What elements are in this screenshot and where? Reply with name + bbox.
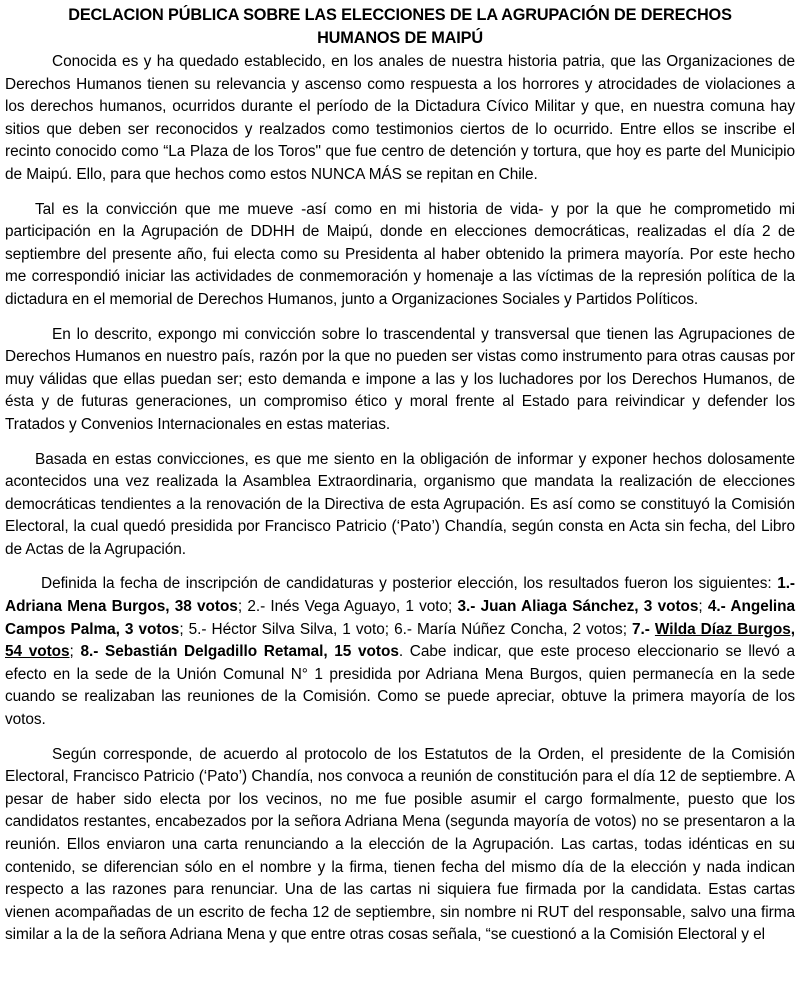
- paragraph-2: Tal es la convicción que me mueve -así como en mi historia de vida- y por la que he comprometido mi participación en la Agrupación de DDHH de Maipú, donde en elecciones democráticas, realizadas el día 2 de septiembre del presente año, fui electa como su Presidenta al haber obtenido la primera mayoría. Por este hecho me correspondió iniciar las actividades de conmemoración y homenaje a las víctimas de la represión política de la dictadura en el memorial de Derechos Humanos, junto a Organizaciones Sociales y Partidos Políticos.: [5, 200, 795, 308]
- result-separator-1: ; 2.- Inés Vega Aguayo, 1 voto;: [237, 598, 458, 616]
- result-candidate-1: 1.- Adriana Mena Burgos, 38 votos: [5, 575, 795, 616]
- paragraph-5-election-results: [5, 573, 795, 731]
- page-title: DECLACION PÚBLICA SOBRE LAS ELECCIONES DE LA AGRUPACIÓN DE DERECHOS HUMANOS DE MAIPÚ: [68, 6, 732, 47]
- result-separator-2: ;: [698, 598, 708, 616]
- result-separator-4: ;: [69, 643, 81, 661]
- result-candidate-4: 4.- Angelina Campos Palma, 3 votos: [5, 598, 796, 638]
- result-candidate-8: 8.- Sebastián Delgadillo Retamal, 15 votos: [80, 643, 399, 661]
- result-candidate-7: Wilda Díaz Burgos, 54 votos: [5, 620, 795, 661]
- paragraph-1: Conocida es y ha quedado establecido, en los anales de nuestra historia patria, que las Organizaciones de Derechos Humanos tienen su relevancia y ascenso como respuesta a los horrores y atrocidades de violaciones a los derechos humanos, ocurridos durante el período de la Dictadura Cívico Militar y que, en nuestra comuna hay sitios que deben ser reconocidos y realzados como testimonios ciertos de lo ocurrido. Entre ellos se inscribe el recinto conocido como “La Plaza de los Toros" que fue centro de detención y tortura, que hoy es parte del Municipio de Maipú. Ello, para que hechos como estos NUNCA MÁS se repitan en Chile.: [5, 53, 795, 183]
- result-separator-3: ; 5.- Héctor Silva Silva, 1 voto; 6.- María Núñez Concha, 2 votos;: [179, 620, 633, 638]
- results-lead-text: Definida la fecha de inscripción de candidaturas y posterior elección, los resultados fueron los siguientes:: [41, 575, 778, 593]
- paragraph-4: Basada en estas convicciones, es que me siento en la obligación de informar y exponer hechos dolosamente acontecidos una vez realizada la Asamblea Extraordinaria, organismo que mandata la realización de elecciones democráticas tendientes a la renovación de la Directiva de esta Agrupación. Es así como se constituyó la Comisión Electoral, la cual quedó presidida por Francisco Patricio (‘Pato’) Chandía, según consta en Acta sin fecha, del Libro de Actas de la Agrupación.: [5, 450, 795, 558]
- paragraph-6: Según corresponde, de acuerdo al protocolo de los Estatutos de la Orden, el presidente de la Comisión Electoral, Francisco Patricio (‘Pato’) Chandía, nos convoca a reunión de constitución para el día 12 de septiembre. A pesar de haber sido electa por los vecinos, no me fue posible asumir el cargo formalmente, puesto que los candidatos restantes, encabezados por la señora Adriana Mena (segunda mayoría de votos) no se presentaron a la reunión. Ellos enviaron una carta renunciando a la elección de la Agrupación. Las cartas, todas idénticas en su contenido, se diferencian sólo en el nombre y la firma, tienen fecha del mismo día de la elección y nada indican respecto a las razones para renunciar. Una de las cartas ni siquiera fue firmada por la candidata. Estas cartas vienen acompañadas de un escrito de fecha 12 de septiembre, sin nombre ni RUT del responsable, salvo una firma similar a la de la señora Adriana Mena y que entre otras cosas señala, “se cuestionó a la Comisión Electoral y el: [5, 745, 795, 944]
- results-tail-text: . Cabe indicar, que este proceso eleccionario se llevó a efecto en la sede de la Unión Comunal N° 1 presidida por Adriana Mena Burgos, quien permanecía en la sede cuando se realizaban las reuniones de la Comisión. Como se puede apreciar, obtuve la primera mayoría de los votos.: [5, 643, 796, 729]
- result-candidate-7-number: 7.-: [632, 620, 655, 638]
- paragraph-3: En lo descrito, expongo mi convicción sobre lo trascendental y transversal que tienen las Agrupaciones de Derechos Humanos en nuestro país, razón por la que no pueden ser vistas como instrumento para otras causas por muy válidas que ellas puedan ser; esto demanda e impone a las y los luchadores por los Derechos Humanos, de ésta y de futuras generaciones, un compromiso ético y moral frente al Estado para reivindicar y defender los Tratados y Convenios Internacionales en estas materias.: [5, 325, 795, 433]
- result-candidate-3: 3.- Juan Aliaga Sánchez, 3 votos: [457, 598, 699, 616]
